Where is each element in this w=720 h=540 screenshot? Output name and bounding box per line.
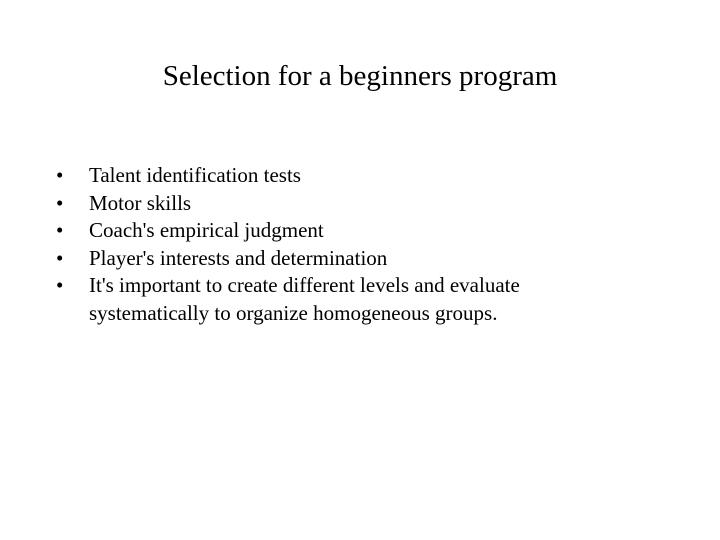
list-item <box>56 190 629 218</box>
list-item <box>56 162 629 190</box>
bullet-list <box>56 162 629 327</box>
item-text: Talent identification tests <box>89 163 301 187</box>
bullet-icon: • <box>56 163 64 187</box>
list-item <box>56 272 629 327</box>
bullet-icon: • <box>56 218 64 242</box>
bullet-icon: • <box>56 245 64 270</box>
bullet-icon: • <box>56 273 64 297</box>
item-text: Motor skills <box>89 190 192 215</box>
item-text: Coach's empirical judgment <box>89 218 324 242</box>
item-text: It's important to create different levels and evaluate systematically to organize homogeneous groups. <box>89 273 520 325</box>
bullet-icon: • <box>56 190 64 215</box>
list-item <box>56 217 629 245</box>
list-item <box>56 245 629 273</box>
item-text: Player's interests and determination <box>89 245 388 270</box>
slide-title: Selection for a beginners program <box>162 60 558 92</box>
